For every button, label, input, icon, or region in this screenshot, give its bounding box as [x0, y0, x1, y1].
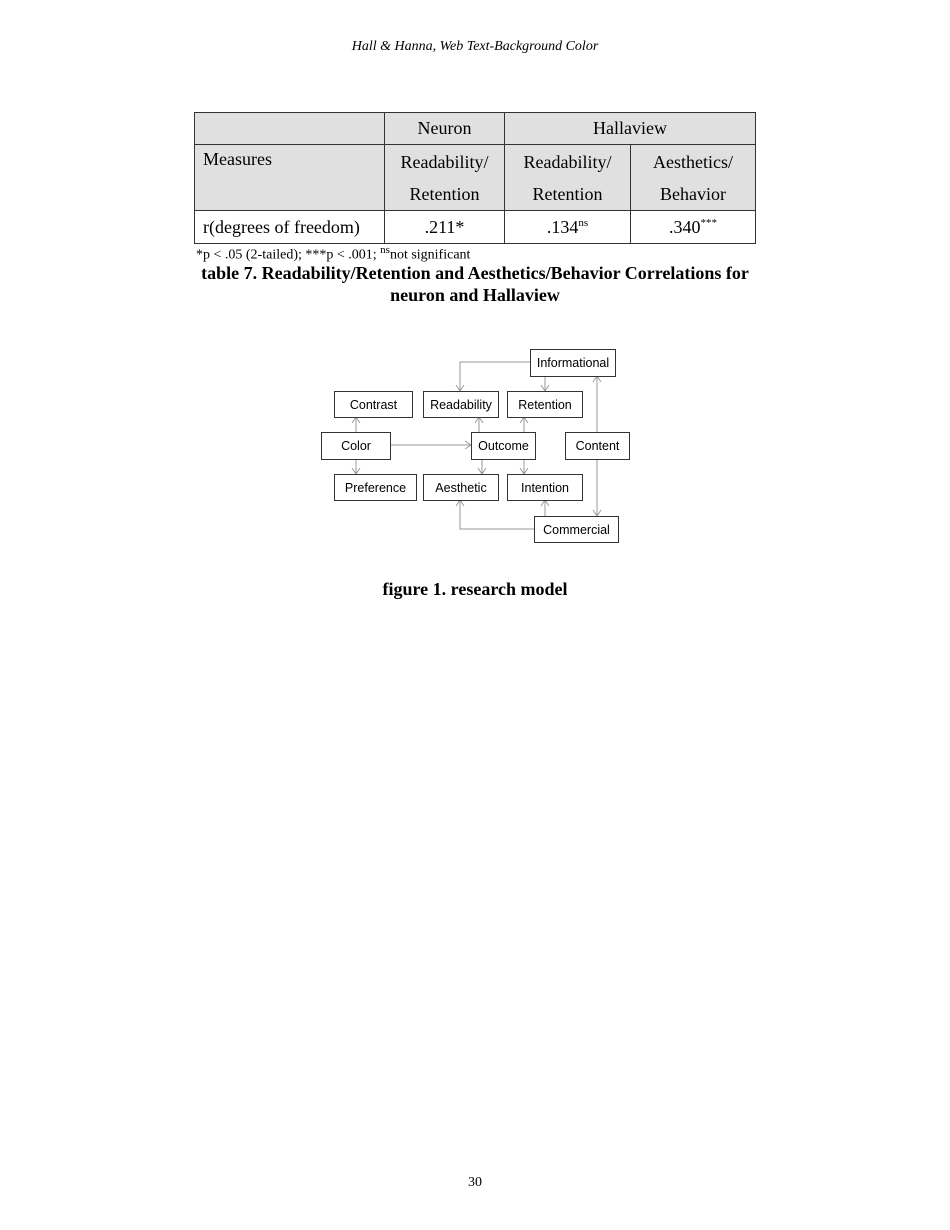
measures-label: Measures — [195, 145, 385, 211]
figure-caption: figure 1. research model — [382, 579, 568, 599]
value-cell: .340*** — [631, 211, 756, 244]
node-preference: Preference — [334, 474, 417, 501]
node-color: Color — [321, 432, 391, 460]
node-aesthetic: Aesthetic — [423, 474, 499, 501]
value-cell: $.134^{ns}$ — [505, 211, 631, 244]
node-readability: Readability — [423, 391, 499, 418]
group-neuron: Neuron — [385, 113, 505, 145]
measure-cell: Readability/ Retention — [505, 145, 631, 211]
stat-label: r(degrees of freedom) — [195, 211, 385, 244]
node-commercial: Commercial — [534, 516, 619, 543]
group-hallaview: Hallaview — [505, 113, 756, 145]
measure-cell: Aesthetics/ Behavior — [631, 145, 756, 211]
value-cell: .211* — [385, 211, 505, 244]
running-header: Hall & Hanna, Web Text-Background Color — [351, 39, 599, 54]
node-intention: Intention — [507, 474, 583, 501]
node-contrast: Contrast — [334, 391, 413, 418]
measure-cell: Readability/ Retention — [385, 145, 505, 211]
page-number: 30 — [468, 1175, 482, 1190]
node-informational: Informational — [530, 349, 616, 377]
node-retention: Retention — [507, 391, 583, 418]
table-caption: table 7. Readability/Retention and Aesthetics/Behavior Correlations for neuron and Hallaview — [201, 263, 749, 305]
node-outcome: Outcome — [471, 432, 536, 460]
table-note: *p < .05 (2-tailed); ***p < .001; $^{ns}$not significant — [196, 244, 471, 263]
node-content: Content — [565, 432, 630, 460]
